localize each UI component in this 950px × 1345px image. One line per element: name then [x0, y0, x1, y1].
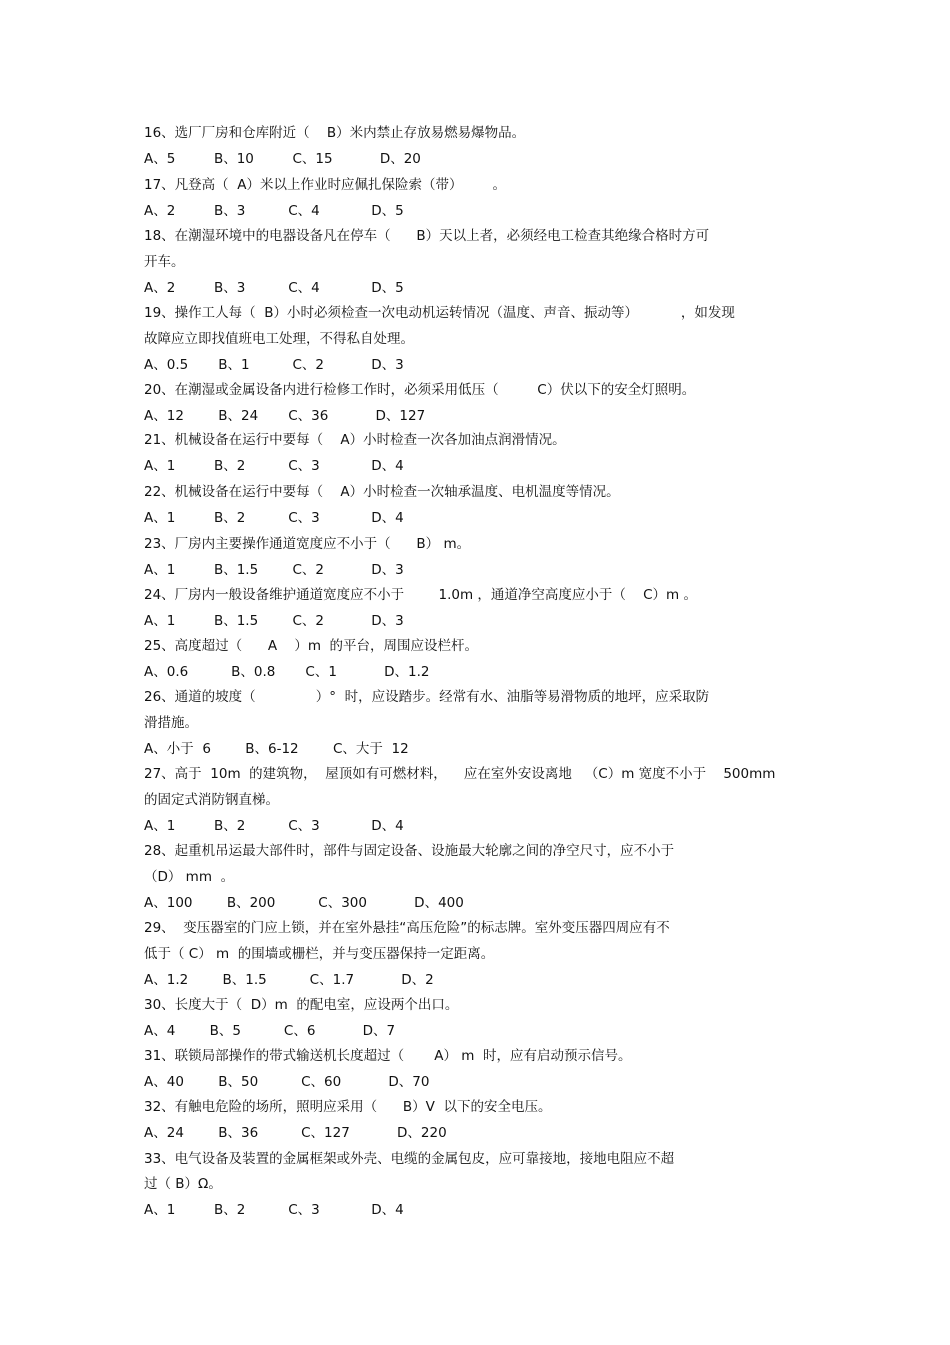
text-line: A、1 B、2 C、3 D、4	[144, 818, 404, 834]
text-line: 开车。	[144, 254, 185, 270]
text-line: A、40 B、50 C、60 D、70	[144, 1074, 430, 1090]
text-line: A、4 B、5 C、6 D、7	[144, 1023, 396, 1039]
text-line: （D） mm 。	[144, 869, 235, 885]
text-line: 25、高度超过（ A ）m 的平台，周围应设栏杆。	[144, 638, 479, 654]
text-line: 32、有触电危险的场所，照明应采用（ B）V 以下的安全电压。	[144, 1099, 552, 1115]
text-line: 18、在潮湿环境中的电器设备凡在停车（ B）天以上者，必须经电工检查其绝缘合格时方可	[144, 228, 710, 244]
text-line: 的固定式消防钢直梯。	[144, 792, 279, 808]
text-line: A、小于 6 B、6-12 C、大于 12	[144, 741, 409, 757]
text-line: A、1 B、2 C、3 D、4	[144, 458, 404, 474]
text-line: A、5 B、10 C、15 D、20	[144, 151, 421, 167]
text-line: A、24 B、36 C、127 D、220	[144, 1125, 447, 1141]
text-line: 24、厂房内一般设备维护通道宽度应不小于 1.0m ，通道净空高度应小于（ C）m 。	[144, 587, 697, 603]
text-line: 31、联锁局部操作的带式输送机长度超过（ A） m 时，应有启动预示信号。	[144, 1048, 632, 1064]
text-line: A、1 B、2 C、3 D、4	[144, 1202, 404, 1218]
text-line: 过（ B）Ω。	[144, 1176, 222, 1192]
text-line: 21、机械设备在运行中要每（ A）小时检查一次各加油点润滑情况。	[144, 432, 566, 448]
text-line: A、0.6 B、0.8 C、1 D、1.2	[144, 664, 430, 680]
text-line: 滑措施。	[144, 715, 198, 731]
text-line: A、0.5 B、1 C、2 D、3	[144, 357, 404, 373]
text-line: A、1 B、1.5 C、2 D、3	[144, 562, 404, 578]
text-line: 26、通道的坡度（ ）° 时，应设踏步。经常有水、油脂等易滑物质的地坪，应采取防	[144, 689, 710, 705]
text-line: A、1.2 B、1.5 C、1.7 D、2	[144, 972, 434, 988]
text-line: 故障应立即找值班电工处理，不得私自处理。	[144, 331, 414, 347]
text-line: 27、高于 10m 的建筑物， 屋顶如有可燃材料， 应在室外安设离地 （C）m 宽度不小于 500mm	[144, 766, 776, 782]
text-line: A、2 B、3 C、4 D、5	[144, 280, 404, 296]
text-line: A、100 B、200 C、300 D、400	[144, 895, 464, 911]
text-line: 16、选厂厂房和仓库附近（ B）米内禁止存放易燃易爆物品。	[144, 125, 526, 141]
text-line: 30、长度大于（ D）m 的配电室，应设两个出口。	[144, 997, 459, 1013]
text-line: 17、凡登高（ A）米以上作业时应佩扎保险索（带） 。	[144, 177, 507, 193]
text-line: 33、电气设备及装置的金属框架或外壳、电缆的金属包皮，应可靠接地，接地电阻应不超	[144, 1151, 675, 1167]
text-line: 低于（ C） m 的围墙或栅栏，并与变压器保持一定距离。	[144, 946, 495, 962]
text-line: A、1 B、1.5 C、2 D、3	[144, 613, 404, 629]
text-line: A、2 B、3 C、4 D、5	[144, 203, 404, 219]
text-line: 22、机械设备在运行中要每（ A）小时检查一次轴承温度、电机温度等情况。	[144, 484, 620, 500]
text-line: 19、操作工人每（ B）小时必须检查一次电动机运转情况（温度、声音、振动等） ，如发现	[144, 305, 735, 321]
text-line: A、12 B、24 C、36 D、127	[144, 408, 426, 424]
text-line: A、1 B、2 C、3 D、4	[144, 510, 404, 526]
text-line: 29、 变压器室的门应上锁，并在室外悬挂“高压危险”的标志牌。室外变压器四周应有不	[144, 920, 670, 936]
text-line: 28、起重机吊运最大部件时，部件与固定设备、设施最大轮廓之间的净空尺寸，应不小于	[144, 843, 675, 859]
text-line: 20、在潮湿或金属设备内进行检修工作时，必须采用低压（ C）伏以下的安全灯照明。	[144, 382, 696, 398]
text-line: 23、厂房内主要操作通道宽度应不小于（ B） m。	[144, 536, 471, 552]
